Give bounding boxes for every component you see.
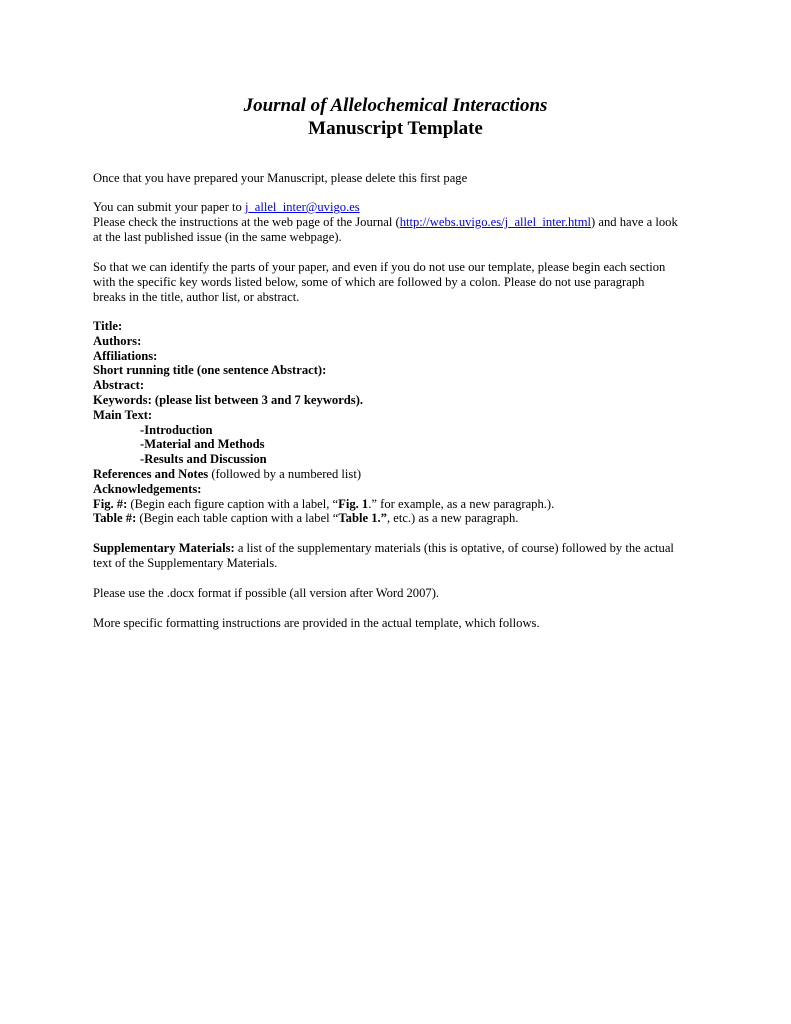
fig-text-a: (Begin each figure caption with a label, “ xyxy=(127,496,339,511)
keyword-affiliations: Affiliations: xyxy=(93,348,158,363)
identify-line-1: So that we can identify the parts of your paper, and even if you do not use our template, please begin each section xyxy=(93,260,666,274)
references-note: (followed by a numbered list) xyxy=(208,466,362,481)
submit-prefix: You can submit your paper to xyxy=(93,200,245,214)
submission-paragraph xyxy=(93,200,713,244)
subsection-introduction: -Introduction xyxy=(140,422,213,437)
table-label: Table #: xyxy=(93,511,137,526)
keyword-main-text: Main Text: xyxy=(93,407,153,422)
table-example: Table 1.” xyxy=(338,511,387,526)
submit-line xyxy=(93,200,713,215)
identify-line-2: with the specific key words listed below, some of which are followed by a colon. Please do not use paragraph xyxy=(93,274,645,289)
formatting-note: More specific formatting instructions are provided in the actual template, which follows. xyxy=(93,616,540,630)
supplementary-label: Supplementary Materials: xyxy=(93,541,235,555)
journal-title: Journal of Allelochemical Interactions xyxy=(243,95,548,116)
keyword-table xyxy=(93,511,713,526)
references-label: References and Notes xyxy=(93,466,209,481)
check-prefix: Please check the instructions at the web page of the Journal ( xyxy=(93,214,400,229)
fig-text-b: .” for example, as a new paragraph.). xyxy=(368,496,555,511)
fig-example: Fig. 1 xyxy=(338,496,369,511)
table-text-b: , etc.) as a new paragraph. xyxy=(386,511,519,526)
section-keyword-list xyxy=(93,319,713,526)
keyword-fig xyxy=(93,497,713,512)
supplementary-text-1: a list of the supplementary materials (this is optative, of course) followed by the actual xyxy=(234,541,674,555)
subsection-material-methods: -Material and Methods xyxy=(140,437,265,452)
table-text-a: (Begin each table caption with a label “ xyxy=(136,511,339,526)
delete-note-paragraph xyxy=(93,171,713,186)
supplementary-line-2: text of the Supplementary Materials. xyxy=(93,555,278,570)
identify-line-3: breaks in the title, author list, or abstract. xyxy=(93,289,300,304)
delete-note: Once that you have prepared your Manuscript, please delete this first page xyxy=(93,171,468,185)
keyword-references xyxy=(93,467,713,482)
title-block xyxy=(0,94,791,140)
keyword-abstract: Abstract: xyxy=(93,378,145,393)
subsection-results-discussion: -Results and Discussion xyxy=(140,452,267,467)
check-instructions-line-2: at the last published issue (in the same webpage). xyxy=(93,229,342,244)
identify-paragraph xyxy=(93,260,713,304)
document-subtitle: Manuscript Template xyxy=(308,118,483,139)
fig-label: Fig. #: xyxy=(93,496,128,511)
formatting-note-paragraph xyxy=(93,616,713,631)
supplementary-paragraph xyxy=(93,541,713,571)
keyword-title: Title: xyxy=(93,319,123,333)
supplementary-line-1 xyxy=(93,541,713,556)
docx-note: Please use the .docx format if possible (all version after Word 2007). xyxy=(93,586,440,600)
docx-note-paragraph xyxy=(93,586,713,601)
submit-email-link[interactable]: j_allel_inter@uvigo.es xyxy=(244,200,360,214)
check-instructions-line xyxy=(93,215,713,230)
keyword-short-title: Short running title (one sentence Abstract): xyxy=(93,363,327,378)
journal-url-link[interactable]: http://webs.uvigo.es/j_allel_inter.html xyxy=(399,214,592,229)
keyword-authors: Authors: xyxy=(93,333,142,348)
check-suffix: ) and have a look xyxy=(591,214,678,229)
keyword-keywords: Keywords: (please list between 3 and 7 keywords). xyxy=(93,392,364,407)
keyword-acknowledgements: Acknowledgements: xyxy=(93,481,202,496)
